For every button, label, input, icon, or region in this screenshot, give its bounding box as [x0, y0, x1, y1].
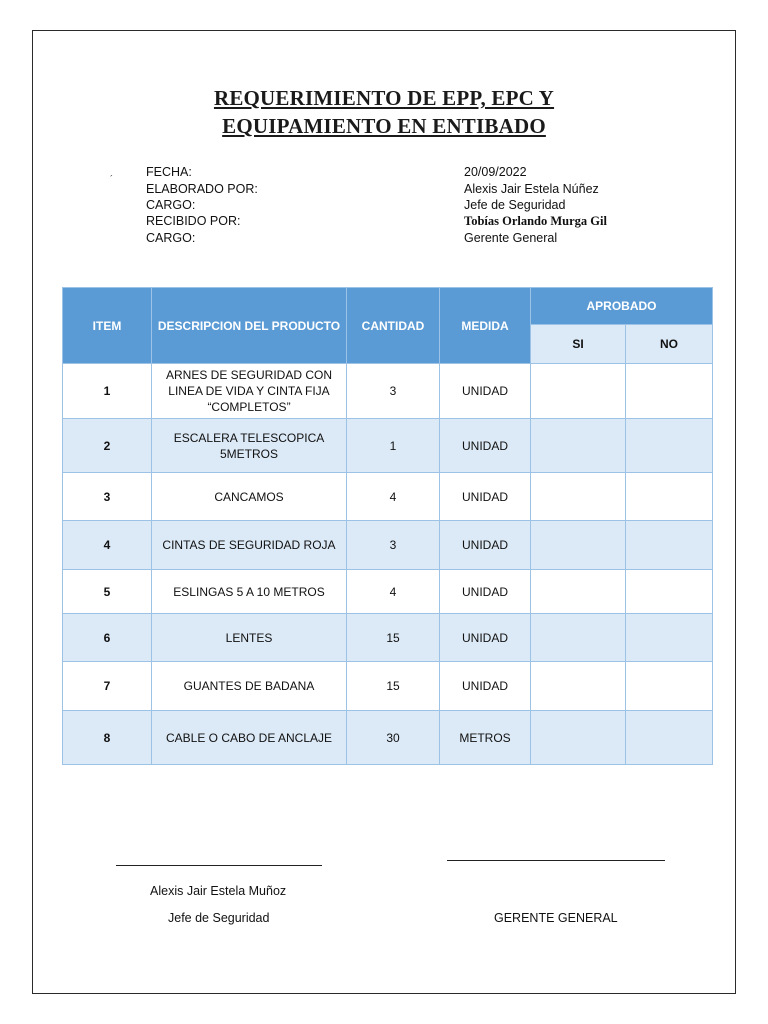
cell-descripcion: ESLINGAS 5 A 10 METROS — [152, 570, 347, 614]
cell-si — [531, 662, 626, 711]
cell-cantidad: 3 — [347, 521, 440, 570]
cell-item: 3 — [63, 473, 152, 521]
cell-cantidad: 30 — [347, 711, 440, 765]
cell-si — [531, 570, 626, 614]
cell-no — [626, 711, 713, 765]
header-item: ITEM — [63, 288, 152, 364]
elaborado-por-label: ELABORADO POR: — [146, 182, 258, 196]
cell-item: 4 — [63, 521, 152, 570]
cell-si — [531, 364, 626, 419]
cell-item: 8 — [63, 711, 152, 765]
cell-descripcion: LENTES — [152, 614, 347, 662]
signature-role-left: Jefe de Seguridad — [168, 911, 270, 925]
cell-no — [626, 521, 713, 570]
header-descripcion: DESCRIPCION DEL PRODUCTO — [152, 288, 347, 364]
recibido-por-value: Tobías Orlando Murga Gil — [464, 214, 607, 228]
cell-no — [626, 473, 713, 521]
cell-item: 1 — [63, 364, 152, 419]
cell-si — [531, 473, 626, 521]
table-row — [63, 364, 713, 419]
cell-no — [626, 364, 713, 419]
cargo-label-1: CARGO: — [146, 198, 196, 212]
cell-cantidad: 4 — [347, 570, 440, 614]
recibido-por-label: RECIBIDO POR: — [146, 214, 241, 228]
table-row — [63, 570, 713, 614]
table-row — [63, 662, 713, 711]
fecha-value: 20/09/2022 — [464, 165, 527, 179]
cell-descripcion: CANCAMOS — [152, 473, 347, 521]
cell-medida: UNIDAD — [440, 521, 531, 570]
cell-descripcion: ARNES DE SEGURIDAD CON LINEA DE VIDA Y CINTA FIJA “COMPLETOS” — [152, 364, 347, 419]
cell-item: 7 — [63, 662, 152, 711]
cargo-label-2: CARGO: — [146, 231, 196, 245]
document-title-line-1: REQUERIMIENTO DE EPP, EPC Y — [213, 86, 555, 110]
cell-si — [531, 711, 626, 765]
cell-descripcion: CINTAS DE SEGURIDAD ROJA — [152, 521, 347, 570]
table-row — [63, 614, 713, 662]
header-aprobado: APROBADO — [531, 288, 713, 325]
cell-medida: UNIDAD — [440, 570, 531, 614]
table-row — [63, 419, 713, 473]
header-si: SI — [531, 325, 626, 364]
cell-item: 5 — [63, 570, 152, 614]
cell-descripcion: ESCALERA TELESCOPICA 5METROS — [152, 419, 347, 473]
cell-medida: UNIDAD — [440, 419, 531, 473]
cell-medida: METROS — [440, 711, 531, 765]
header-medida: MEDIDA — [440, 288, 531, 364]
cargo-value-2: Gerente General — [464, 231, 558, 245]
cell-no — [626, 662, 713, 711]
stray-mark: ´ — [110, 174, 113, 184]
cell-descripcion: GUANTES DE BADANA — [152, 662, 347, 711]
cell-medida: UNIDAD — [440, 662, 531, 711]
cell-medida: UNIDAD — [440, 473, 531, 521]
table-row — [63, 521, 713, 570]
signature-line-left — [116, 865, 322, 866]
signature-role-right: GERENTE GENERAL — [494, 911, 618, 925]
cell-item: 6 — [63, 614, 152, 662]
cell-cantidad: 1 — [347, 419, 440, 473]
signature-name-left: Alexis Jair Estela Muñoz — [150, 884, 287, 898]
cell-cantidad: 15 — [347, 662, 440, 711]
cell-si — [531, 521, 626, 570]
document-title-line-2: EQUIPAMIENTO EN ENTIBADO — [222, 114, 546, 138]
cargo-value-1: Jefe de Seguridad — [464, 198, 566, 212]
table-row — [63, 711, 713, 765]
elaborado-por-value: Alexis Jair Estela Núñez — [464, 182, 599, 196]
fecha-label: FECHA: — [146, 165, 192, 179]
requirements-table — [62, 287, 713, 765]
cell-medida: UNIDAD — [440, 364, 531, 419]
cell-descripcion: CABLE O CABO DE ANCLAJE — [152, 711, 347, 765]
cell-no — [626, 570, 713, 614]
table-row — [63, 473, 713, 521]
cell-cantidad: 4 — [347, 473, 440, 521]
header-cantidad: CANTIDAD — [347, 288, 440, 364]
cell-si — [531, 614, 626, 662]
cell-item: 2 — [63, 419, 152, 473]
cell-si — [531, 419, 626, 473]
cell-no — [626, 614, 713, 662]
cell-no — [626, 419, 713, 473]
header-no: NO — [626, 325, 713, 364]
signature-line-right — [447, 860, 665, 861]
cell-cantidad: 3 — [347, 364, 440, 419]
cell-cantidad: 15 — [347, 614, 440, 662]
cell-medida: UNIDAD — [440, 614, 531, 662]
